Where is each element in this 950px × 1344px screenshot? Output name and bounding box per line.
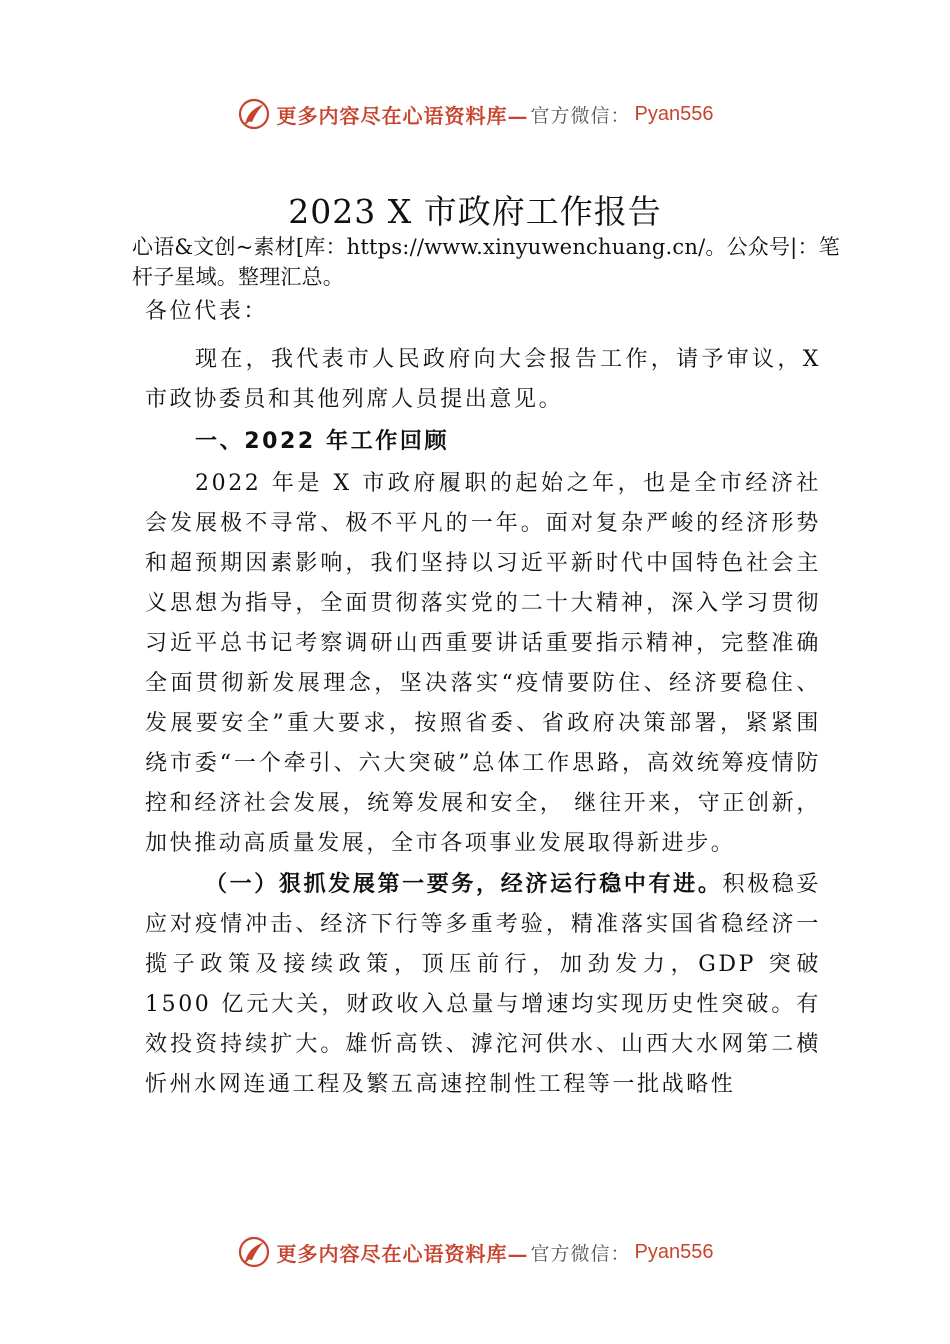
document-body bbox=[145, 292, 821, 1105]
wechat-label: 官方微信： bbox=[530, 1242, 631, 1265]
salutation: 各位代表： bbox=[145, 299, 269, 324]
subsection-block bbox=[145, 864, 821, 1105]
section-paragraph: 2022 年是 X 市政府履职的起始之年，也是全市经济社会发展极不寻常、极不平凡的一年。面对复杂严峻的经济形势和超预期因素影响，我们坚持以习近平新时代中国特色社会主义思想为指导，全面贯彻落实党的二十大精神，深入学习贯彻习近平总书记考察调研山西重要讲话重要指示精神，完整准确全面贯彻新发展理念，坚决落实“疫情要防住、经济要稳住、发展要安全”重大要求，按照省委、省政府决策部署，紧紧围绕市委“一个牵引、六大突破”总体工作思路，高效统筹疫情防控和经济社会发展，统筹发展和安全， 继往开来，守正创新，加快推动高质量发展，全市各项事业发展取得新进步。 bbox=[145, 471, 821, 856]
wechat-label: 官方微信： bbox=[530, 104, 631, 127]
banner-text: 更多内容尽在心语资料库— bbox=[276, 103, 529, 128]
wechat-id: Pyan556 bbox=[634, 1240, 714, 1263]
header-banner bbox=[0, 94, 950, 134]
footer-banner bbox=[0, 1232, 950, 1272]
section-heading: 一、2022 年工作回顾 bbox=[195, 429, 450, 454]
source-note: 心语&文创~素材[库：https://www.xinyuwenchuang.cn/。公众号|：笔杆子星域。整理汇总。 bbox=[132, 235, 840, 289]
brand-logo-icon bbox=[237, 97, 271, 131]
banner-text: 更多内容尽在心语资料库— bbox=[276, 1241, 529, 1266]
intro-paragraph: 现在，我代表市人民政府向大会报告工作，请予审议，X 市政协委员和其他列席人员提出意见。 bbox=[145, 347, 821, 412]
subsection-heading: （一）狠抓发展第一要务，经济运行稳中有进。 bbox=[205, 871, 723, 897]
document-title: 2023 X 市政府工作报告 bbox=[288, 192, 662, 231]
subsection-paragraph: 积极稳妥应对疫情冲击、经济下行等多重考验，精准落实国省稳经济一揽子政策及接续政策，顶压前行，加劲发力，GDP 突破 1500 亿元大关，财政收入总量与增速均实现历史性突破。有效投资持续扩大。雄忻高铁、滹沱河供水、山西大水网第二横忻州水网连通工程及繁五高速控制性工程等一批战略性 bbox=[145, 872, 821, 1097]
wechat-id: Pyan556 bbox=[634, 102, 714, 125]
brand-logo-icon bbox=[237, 1235, 271, 1269]
